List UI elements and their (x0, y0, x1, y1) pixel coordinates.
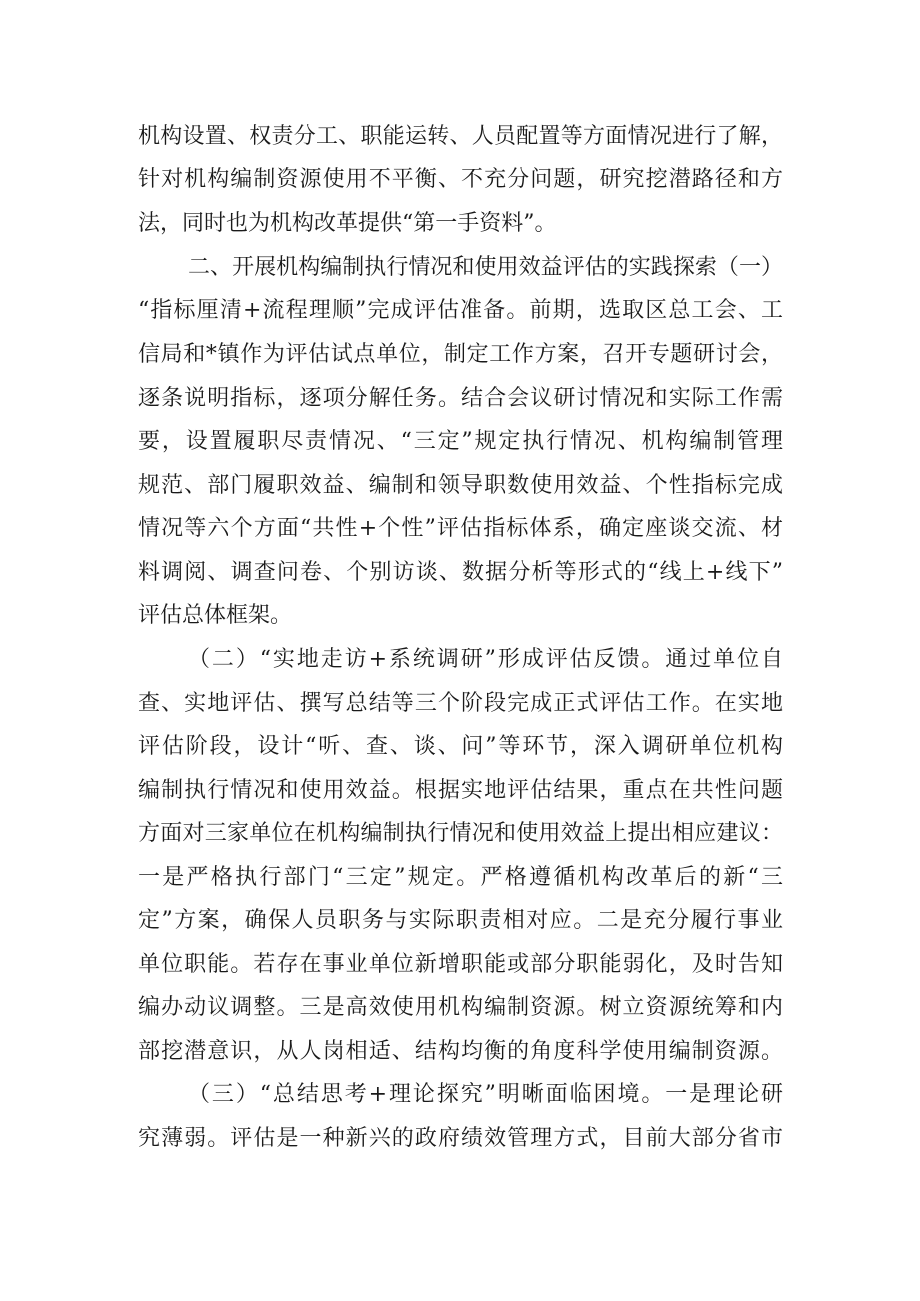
text-line: 编制执行情况和使用效益。根据实地评估结果，重点在共性问题 (138, 778, 783, 803)
text-line: 究薄弱。评估是一种新兴的政府绩效管理方式，目前大部分省市 (138, 1126, 783, 1151)
section-heading-line: 二、开展机构编制执行情况和使用效益评估的实践探索（一） (188, 255, 783, 280)
text-line: 情况等六个方面“共性+个性”评估指标体系，确定座谈交流、材 (138, 516, 783, 541)
subsection-heading-line: （三）“总结思考+理论探究”明晰面临困境。一是理论研 (188, 1082, 783, 1107)
text-line: 单位职能。若存在事业单位新增职能或部分职能弱化，及时告知 (138, 952, 783, 977)
text-line: 信局和*镇作为评估试点单位，制定工作方案，召开专题研讨会， (138, 342, 783, 367)
text-line: 针对机构编制资源使用不平衡、不充分问题，研究挖潜路径和方 (138, 167, 783, 192)
text-line: 编办动议调整。三是高效使用机构编制资源。树立资源统筹和内 (138, 995, 783, 1020)
text-line: 部挖潜意识，从人岗相适、结构均衡的角度科学使用编制资源。 (138, 1039, 783, 1064)
text-line: 规范、部门履职效益、编制和领导职数使用效益、个性指标完成 (138, 473, 783, 498)
text-line: “指标厘清+流程理顺”完成评估准备。前期，选取区总工会、工 (138, 298, 783, 323)
subsection-heading-line: （二）“实地走访+系统调研”形成评估反馈。通过单位自 (188, 647, 783, 672)
text-line: 料调阅、调查问卷、个别访谈、数据分析等形式的“线上+线下” (138, 560, 783, 585)
text-line: 要，设置履职尽责情况、“三定”规定执行情况、机构编制管理 (138, 429, 783, 454)
text-line: 法，同时也为机构改革提供“第一手资料”。 (138, 211, 557, 236)
text-line: 机构设置、权责分工、职能运转、人员配置等方面情况进行了解， (138, 124, 783, 149)
text-line: 查、实地评估、撰写总结等三个阶段完成正式评估工作。在实地 (138, 691, 783, 716)
text-line: 评估总体框架。 (138, 603, 293, 628)
text-line: 逐条说明指标，逐项分解任务。结合会议研讨情况和实际工作需 (138, 386, 783, 411)
text-line: 一是严格执行部门“三定”规定。严格遵循机构改革后的新“三 (138, 865, 783, 890)
text-line: 方面对三家单位在机构编制执行情况和使用效益上提出相应建议： (138, 821, 783, 846)
text-line: 评估阶段，设计“听、查、谈、问”等环节，深入调研单位机构 (138, 734, 783, 759)
text-line: 定”方案，确保人员职务与实际职责相对应。二是充分履行事业 (138, 908, 783, 933)
